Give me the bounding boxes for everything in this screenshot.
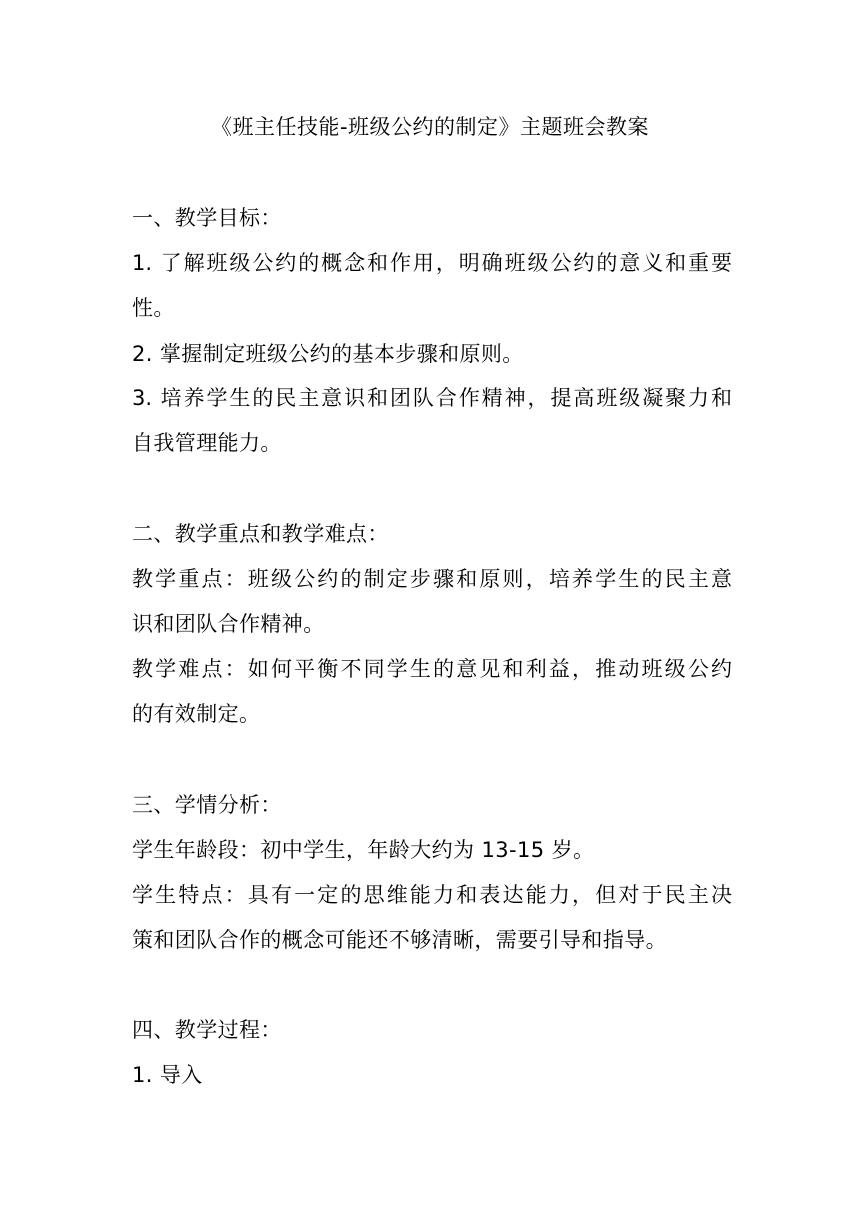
section-heading-student-analysis: 三、学情分析： — [132, 793, 282, 817]
paragraph-line: 1. 了解班级公约的概念和作用，明确班级公约的意义和重要 — [132, 251, 732, 275]
paragraph-line: 教学难点：如何平衡不同学生的意见和利益，推动班级公约 — [132, 657, 732, 681]
section-heading-objectives: 一、教学目标： — [132, 206, 282, 230]
document-title: 《班主任技能-班级公约的制定》主题班会教案 — [210, 115, 650, 139]
paragraph-line: 的有效制定。 — [132, 702, 261, 726]
paragraph-line: 性。 — [132, 296, 175, 320]
paragraph-line: 学生年龄段：初中学生，年龄大约为 13-15 岁。 — [132, 838, 595, 862]
paragraph-line: 策和团队合作的概念可能还不够清晰，需要引导和指导。 — [132, 928, 667, 952]
paragraph-line: 3. 培养学生的民主意识和团队合作精神，提高班级凝聚力和 — [132, 386, 732, 410]
section-heading-process: 四、教学过程： — [132, 1018, 282, 1042]
section-heading-key-points: 二、教学重点和教学难点： — [132, 522, 389, 546]
paragraph-line: 自我管理能力。 — [132, 431, 282, 455]
paragraph-line: 教学重点：班级公约的制定步骤和原则，培养学生的民主意 — [132, 567, 732, 591]
paragraph-line: 学生特点：具有一定的思维能力和表达能力，但对于民主决 — [132, 883, 732, 907]
paragraph-line: 2. 掌握制定班级公约的基本步骤和原则。 — [132, 342, 524, 366]
paragraph-line: 识和团队合作精神。 — [132, 612, 325, 636]
paragraph-line: 1. 导入 — [132, 1063, 203, 1087]
